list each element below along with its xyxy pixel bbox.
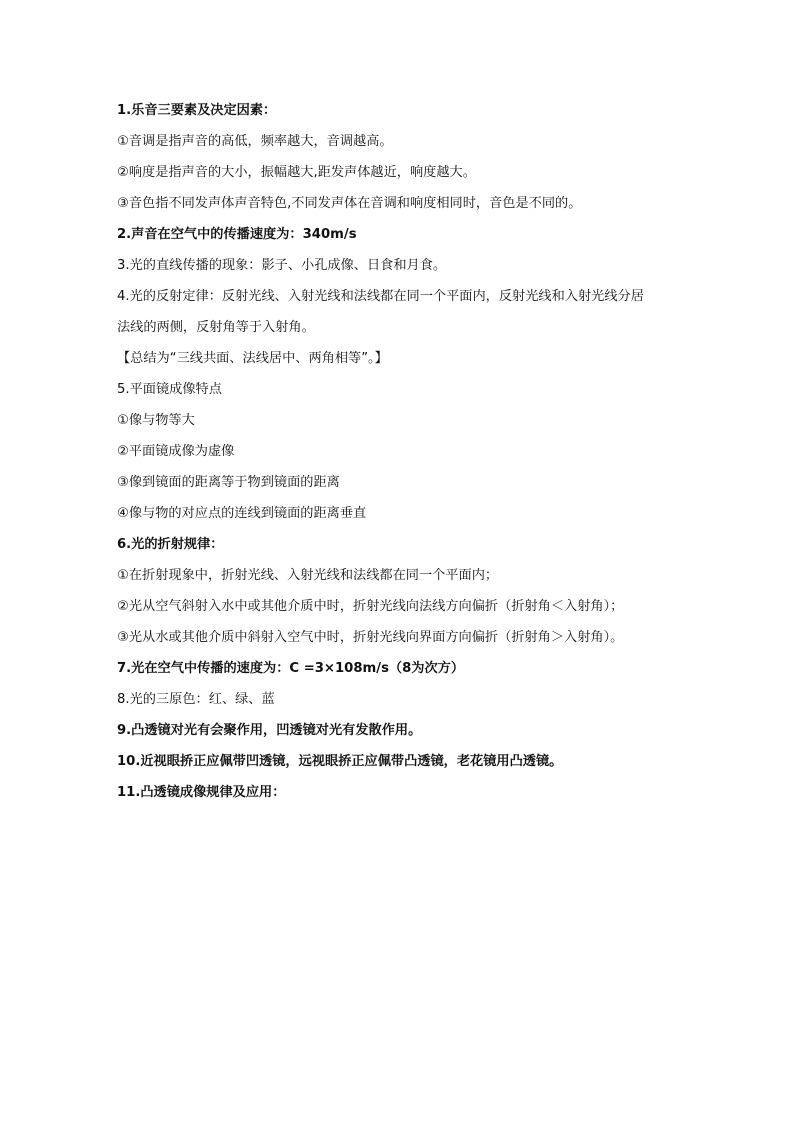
text-line-18: ③光从水或其他介质中斜射入空气中时，折射光线向界面方向偏折（折射角＞入射角）。 [117,630,624,645]
text-line-16: ①在折射现象中，折射光线、入射光线和法线都在同一个平面内； [117,568,499,583]
text-line-5: 2.声音在空气中的传播速度为：340m/s [117,227,357,242]
text-line-8: 法线的两侧，反射角等于入射角。 [117,320,315,335]
text-line-7: 4.光的反射定律：反射光线、入射光线和法线都在同一个平面内，反射光线和入射光线分居 [117,289,644,304]
text-line-22: 10.近视眼挢正应佩带凹透镜，远视眼挢正应佩带凸透镜，老花镜用凸透镜。 [117,754,563,769]
text-line-10: 5.平面镜成像特点 [117,382,222,397]
text-line-12: ②平面镜成像为虚像 [117,444,235,459]
text-line-3: ②响度是指声音的大小，振幅越大,距发声体越近，响度越大。 [117,165,476,180]
text-line-15: 6.光的折射规律： [117,537,224,552]
text-line-17: ②光从空气斜射入水中或其他介质中时，折射光线向法线方向偏折（折射角＜入射角）； [117,599,624,614]
text-line-20: 8.光的三原色：红、绿、蓝 [117,692,275,707]
document-content [117,100,727,813]
text-line-6: 3.光的直线传播的现象：影子、小孔成像、日食和月食。 [117,258,447,273]
text-line-14: ④像与物的对应点的连线到镜面的距离垂直 [117,506,367,521]
text-line-13: ③像到镜面的距离等于物到镜面的距离 [117,475,340,490]
text-line-9: 【总结为“三线共面、法线居中、两角相等”。】 [117,351,388,366]
text-line-21: 9.凸透镜对光有会聚作用，凹透镜对光有发散作用。 [117,723,422,738]
text-line-19: 7.光在空气中传播的速度为：C =3×108m/s（8为次方） [117,661,465,676]
text-line-23: 11.凸透镜成像规律及应用： [117,785,286,800]
text-line-2: ①音调是指声音的高低，频率越大，音调越高。 [117,134,393,149]
text-line-1: 1.乐音三要素及决定因素： [117,103,277,118]
text-line-11: ①像与物等大 [117,413,195,428]
text-line-4: ③音色指不同发声体声音特色,不同发声体在音调和响度相同时，音色是不同的。 [117,196,582,211]
